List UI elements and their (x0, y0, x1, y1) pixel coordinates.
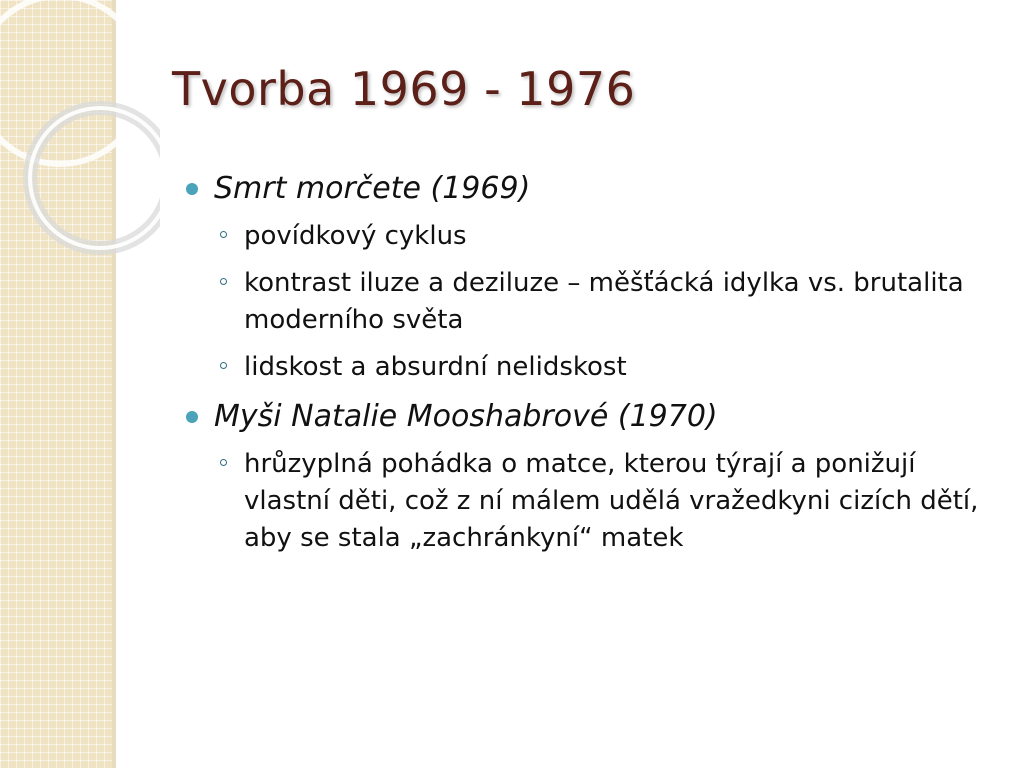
bullet-list (186, 168, 986, 567)
sub-bullet-text: lidskost a absurdní nelidskost (244, 352, 627, 382)
sub-bullet-icon (220, 231, 227, 238)
sub-bullet-icon (220, 459, 227, 466)
sub-bullet-text: povídkový cyklus (244, 221, 467, 251)
sub-bullet-item (186, 218, 986, 255)
bullet-item (186, 168, 986, 210)
slide-title: Tvorba 1969 - 1976 (172, 62, 636, 116)
sub-bullet-list (186, 218, 986, 386)
sub-bullet-item (186, 265, 986, 339)
sub-bullet-icon (220, 278, 227, 285)
sub-bullet-list (186, 446, 986, 557)
sub-bullet-item (186, 349, 986, 386)
bullet-icon (186, 183, 198, 195)
bullet-icon (186, 411, 198, 423)
sub-bullet-item (186, 446, 986, 557)
sub-bullet-text: hrůzyplná pohádka o matce, kterou týrají a ponižují vlastní děti, což z ní málem udělá vražedkyni cizích dětí, aby se stala „zachránkyní“ matek (244, 449, 979, 553)
decorative-circles-icon (0, 0, 160, 260)
bullet-text: Myši Natalie Mooshabrové (1970) (214, 399, 718, 434)
bullet-text: Smrt morčete (1969) (214, 171, 531, 206)
bullet-item (186, 396, 986, 438)
sub-bullet-icon (220, 362, 227, 369)
sub-bullet-text: kontrast iluze a deziluze – měšťácká idylka vs. brutalita moderního světa (244, 268, 964, 335)
